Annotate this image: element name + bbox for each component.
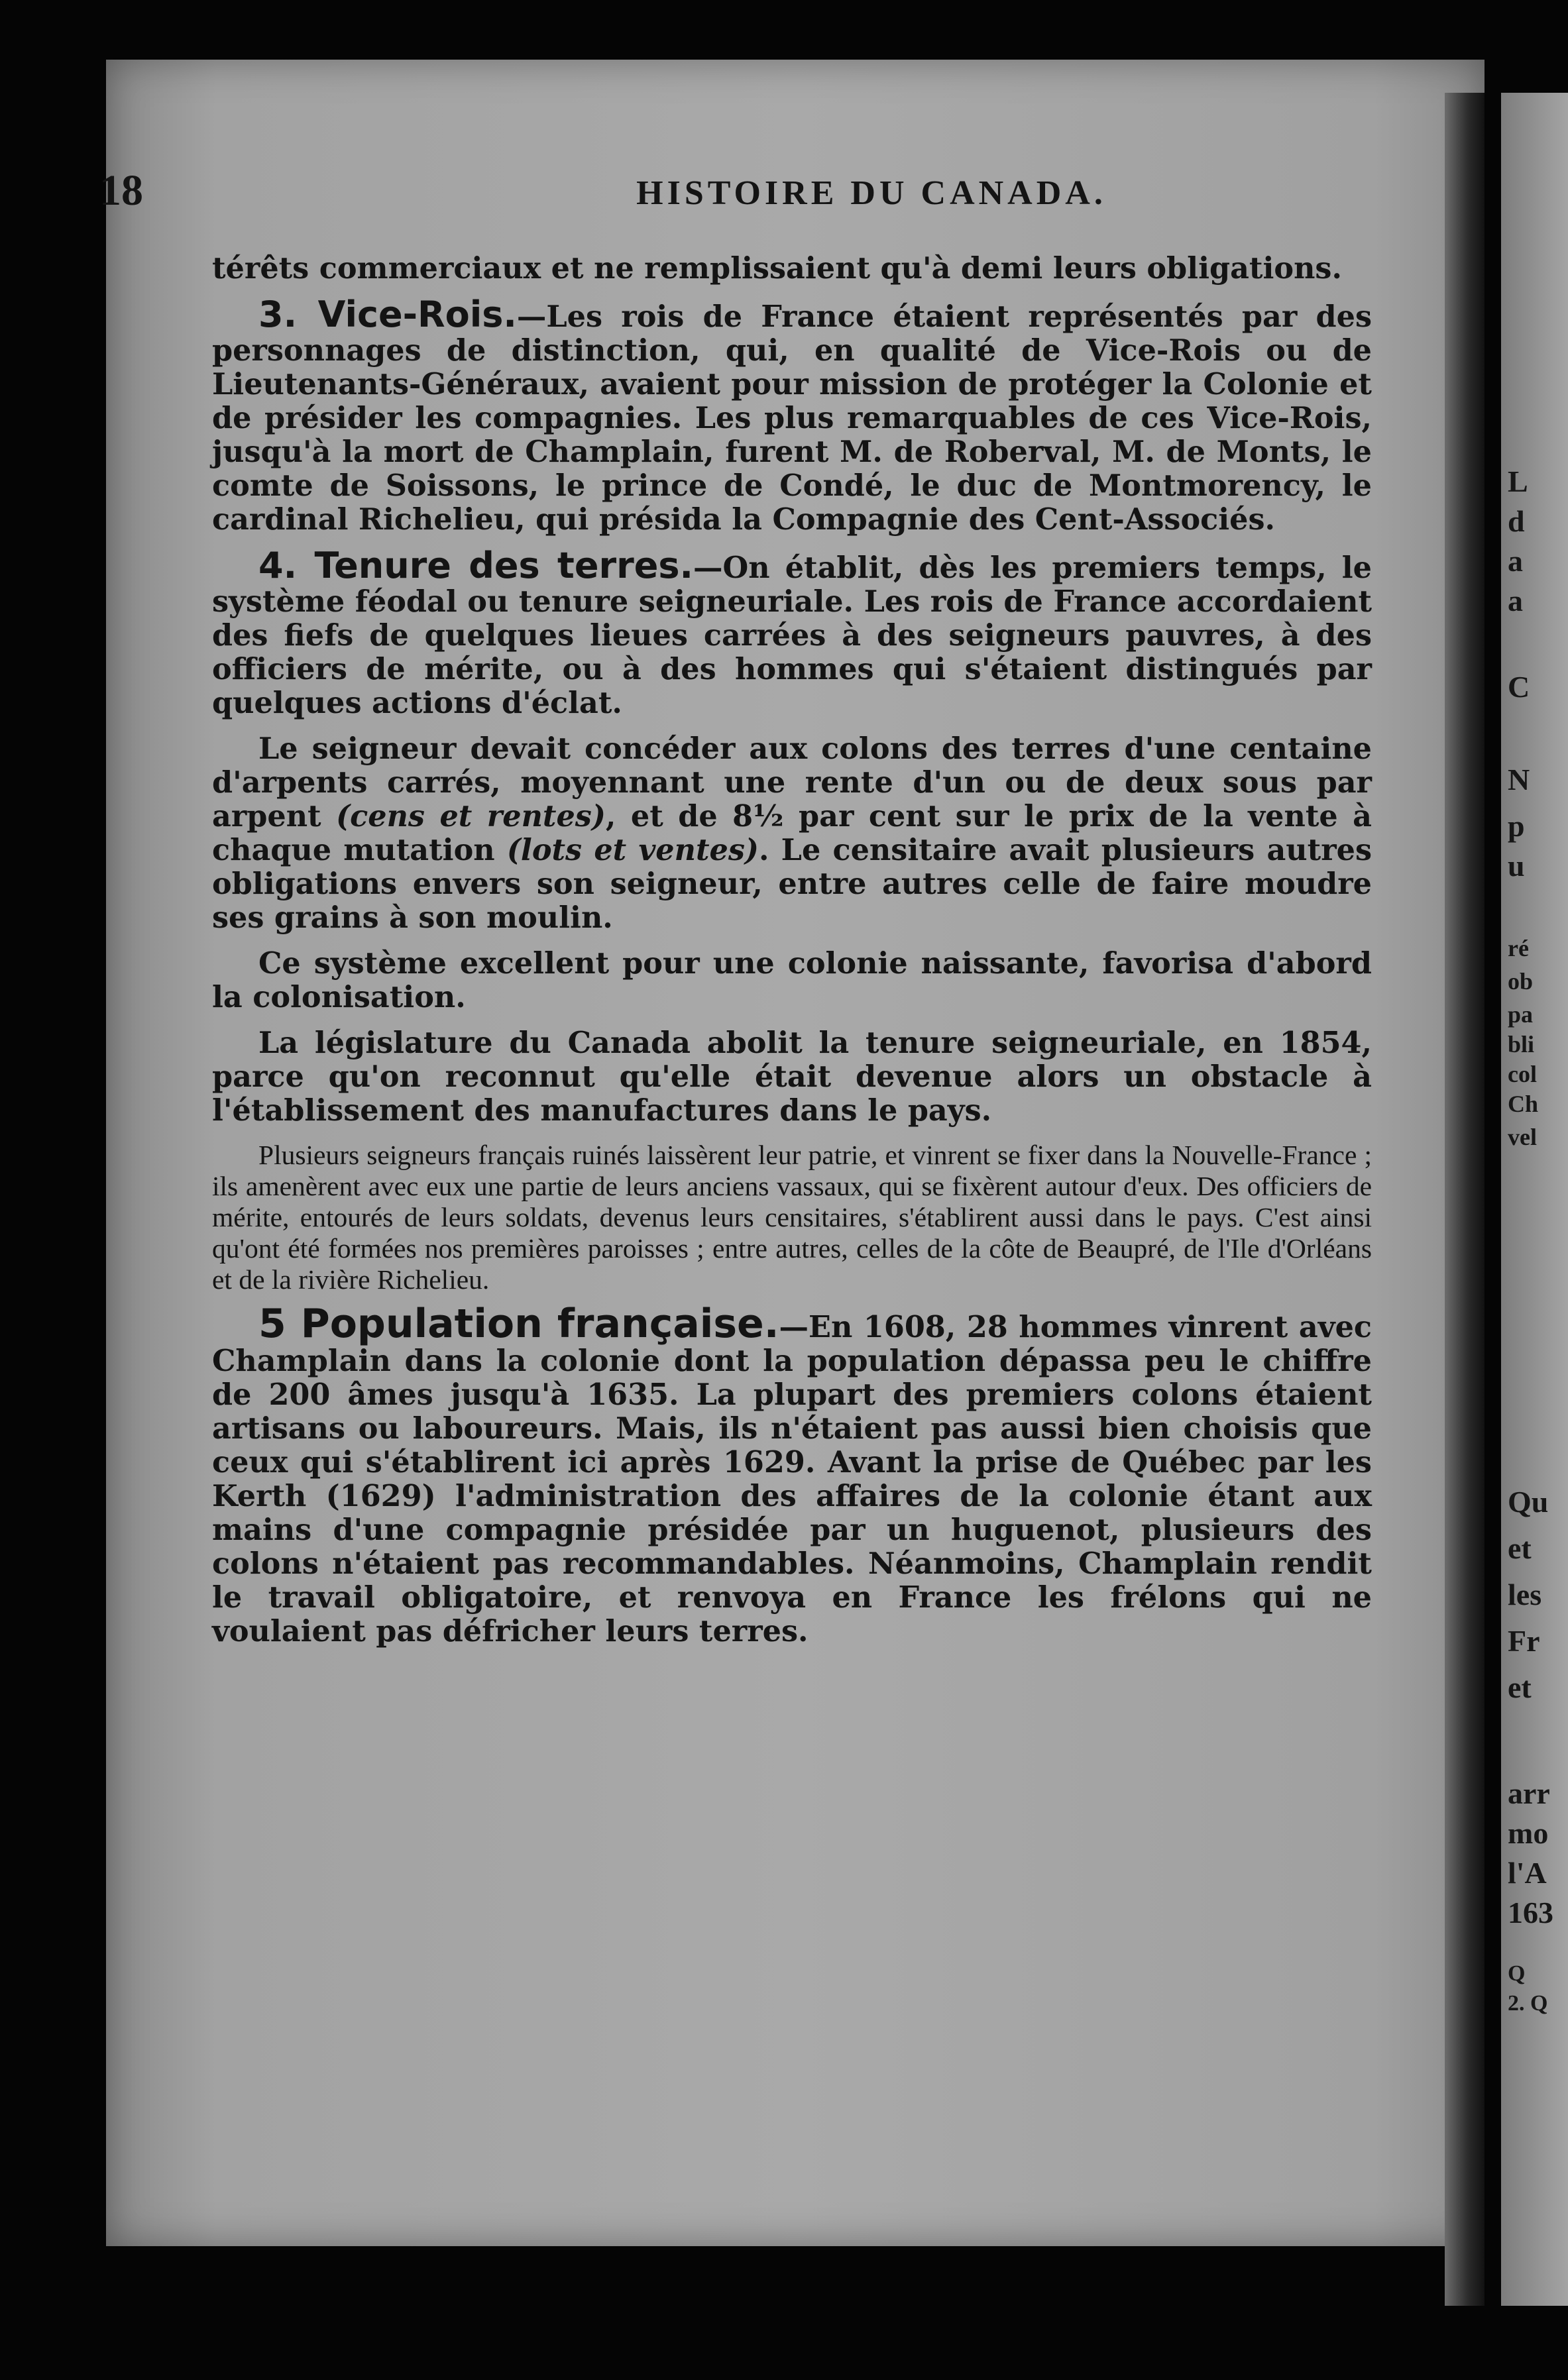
- facing-fragment: a: [1508, 544, 1523, 578]
- section-4-heading: 4. Tenure des terres.: [258, 545, 694, 586]
- section-5-paragraph: [212, 1301, 1372, 1649]
- facing-fragment: Q: [1508, 1961, 1526, 1986]
- seigneur-text-c: . Le censitaire avait plusieurs autres obligations envers son seigneur, entre autres celle de faire moudre ses grains à son moulin.: [212, 833, 1372, 935]
- section-4-paragraph: [212, 545, 1372, 720]
- facing-fragment: Qu: [1508, 1485, 1549, 1519]
- section-3-paragraph: [212, 294, 1372, 537]
- facing-fragment: vel: [1508, 1124, 1537, 1150]
- section-5-text: —En 1608, 28 hommes vinrent avec Champlain dans la colonie dont la population dépassa peu le chiffre de 200 âmes jusqu'à 1635. La plupart des premiers colons étaient artisans ou laboureurs. Mais, ils n'étaient pas aussi bien choisis que ceux qui s'établirent ici après 1629. Avant la prise de Québec par les Kerth (1629) l'administration des affaires de la colonie étant aux mains d'une compagnie présidée par un huguenot, plusieurs des colons n'étaient pas recommandables. Néanmoins, Champlain rendit le travail obligatoire, et renvoya en France les frélons qui ne voulaient pas défricher leurs terres.: [212, 1310, 1372, 1649]
- facing-fragment: col: [1508, 1061, 1537, 1087]
- systeme-paragraph: Ce système excellent pour une colonie naissante, favorisa d'abord la colonisation.: [212, 946, 1372, 1014]
- facing-fragment: u: [1508, 849, 1525, 883]
- facing-fragment: Ch: [1508, 1091, 1539, 1117]
- facing-fragment: 2. Q: [1508, 1991, 1548, 2016]
- plusieurs-paragraph: Plusieurs seigneurs français ruinés laissèrent leur patrie, et vinrent se fixer dans la Nouvelle-France ; ils amenèrent avec eux une partie de leurs anciens vassaux, qui se fixèrent autour d'eux. Des officiers de mérite, entourés de leurs soldats, devenus leurs censitaires, s'établirent aussi dans le pays. C'est ainsi qu'ont été formées nos premières paroisses ; entre autres, celles de la côte de Beaupré, de l'Ile d'Orléans et de la rivière Richelieu.: [212, 1140, 1372, 1295]
- facing-fragment: p: [1508, 809, 1525, 843]
- seigneur-text-a: Le seigneur devait concéder aux colons des terres d'une centaine d'arpents carrés, moyennant une rente d'un ou de deux sous par arpent: [212, 731, 1372, 834]
- facing-fragment: N: [1508, 763, 1530, 796]
- facing-fragment: ré: [1508, 935, 1529, 961]
- section-3-text: —Les rois de France étaient représentés par des personnages de distinction, qui, en qualité de Vice-Rois ou de Lieutenants-Généraux, avaient pour mission de protéger la Colonie et de présider les compagnies. Les plus remarquables de ces Vice-Rois, jusqu'à la mort de Champlain, furent M. de Roberval, M. de Monts, le comte de Soissons, le prince de Condé, le duc de Montmorency, le cardinal Richelieu, qui présida la Compagnie des Cent-Associés.: [212, 299, 1372, 537]
- facing-fragment: pa: [1508, 1001, 1534, 1028]
- cens-et-rentes: (cens et rentes): [336, 799, 606, 834]
- facing-fragment: ob: [1508, 968, 1534, 995]
- running-title: HISTOIRE DU CANADA.: [636, 174, 1107, 212]
- facing-fragment: l'A: [1508, 1856, 1547, 1890]
- book-gutter: [1445, 93, 1484, 2306]
- seigneur-text-b: , et de 8½ par cent sur le prix de la vente à chaque mutation: [212, 799, 1372, 867]
- page-header: [99, 166, 1372, 252]
- facing-fragment: arr: [1508, 1776, 1550, 1810]
- section-3-heading: 3. Vice-Rois.: [258, 294, 517, 335]
- facing-fragment: bli: [1508, 1031, 1535, 1057]
- legislature-paragraph: La législature du Canada abolit la tenure seigneuriale, en 1854, parce qu'on reconnut qu'elle était devenue alors un obstacle à l'établissement des manufactures dans le pays.: [212, 1026, 1372, 1128]
- facing-fragment: d: [1508, 504, 1525, 538]
- page-content: [99, 166, 1372, 1660]
- facing-fragment: 163: [1508, 1896, 1553, 1929]
- section-5-heading: 5 Population française.: [258, 1301, 779, 1347]
- lots-et-ventes: (lots et ventes): [506, 833, 759, 867]
- facing-fragment: Fr: [1508, 1624, 1540, 1658]
- facing-fragment: L: [1508, 464, 1528, 498]
- facing-fragment: les: [1508, 1578, 1542, 1611]
- facing-fragment: et: [1508, 1670, 1532, 1704]
- facing-fragment: mo: [1508, 1816, 1549, 1850]
- seigneur-paragraph: [212, 732, 1372, 935]
- facing-fragment: et: [1508, 1531, 1532, 1565]
- facing-page-edge: [1501, 93, 1568, 2306]
- section-4-text: —On établit, dès les premiers temps, le système féodal ou tenure seigneuriale. Les rois de France accordaient des fiefs de quelques lieues carrées à des seigneurs pauvres, à des officiers de mérite, ou à des hommes qui s'étaient distingués par quelques actions d'éclat.: [212, 551, 1372, 720]
- continuation-paragraph: térêts commerciaux et ne remplissaient qu'à demi leurs obligations.: [212, 251, 1342, 286]
- facing-fragment: C: [1508, 670, 1530, 704]
- page-number: 18: [99, 166, 143, 215]
- facing-fragment: a: [1508, 584, 1523, 618]
